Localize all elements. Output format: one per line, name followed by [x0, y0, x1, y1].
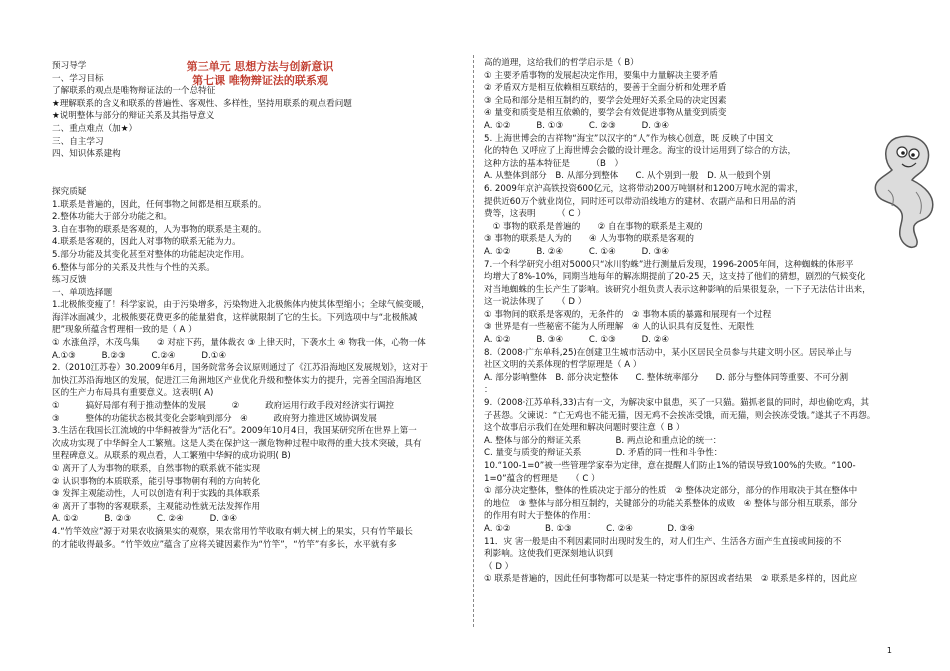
text-line	[52, 173, 462, 186]
text-line: A. 从整体到部分 B. 从部分到整体 C. 从个别到一般 D. 从一般到个别	[484, 171, 771, 182]
text-line: ① 联系是普遍的，因此任何事物都可以是某一特定事件的原因或者结果 ② 联系是多样的，因此应	[484, 574, 858, 585]
page-number: 1	[886, 646, 892, 655]
text-line: 1=0”蕴含的哲理是 （ C ）	[484, 473, 600, 484]
text-line: 的作用有时大于整体的作用：	[484, 511, 596, 522]
text-line: ① 事物的联系是普遍的 ② 自在事物的联系是主观的	[484, 221, 703, 232]
left-column	[52, 60, 462, 551]
text-line: 11．灾 害一般是由不利因素同时出现时发生的，对人们生产、生活各方面产生直接或间接的不	[484, 536, 842, 547]
text-line: 5.部分功能及其变化甚至对整体的功能起决定作用。	[52, 249, 250, 260]
text-line: 3.自在事物的联系是客观的，人为事物的联系是主观的。	[52, 224, 267, 235]
text-line: 10.“100-1=0”被一些管理学家奉为定律，意在提醒人们防止1%的错误导致100%的失败。“100-	[484, 461, 856, 471]
text-line: 这个故事启示我们在处理和解决问题时要注意（ B ）	[484, 423, 685, 434]
text-line: 了解联系的观点是唯物辩证法的一个总特征	[52, 86, 216, 97]
text-line: ③ 全局和部分是相互制约的，要学会处理好关系全局的决定因素	[484, 95, 727, 106]
text-line: 海洋冰面减少，北极熊要花费更多的能量猎食，这样就限制了它的生长。下列选项中与“北极熊减	[52, 312, 418, 323]
text-line: ① 搞好局部有利于推动整体的发展 ② 政府运用行政手段对经济实行调控	[52, 401, 394, 412]
text-line: 4.“竹竿效应”源于对果农收摘果实的观察，果农常用竹竿收取有刺大树上的果实，只有竹竿最长	[52, 526, 413, 537]
text-line: ① 离开了人为事物的联系，自然事物的联系就不能实现	[52, 464, 261, 474]
text-line: 社区文明的关系体现的哲学原理是（ A ）	[484, 360, 642, 371]
text-line: A. ①② B. ①③ C. ②④ D. ③④	[484, 523, 695, 534]
text-line: 提供近60万个就业岗位，同时还可以带动沿线地方的建材、农副产品和日用品的消	[484, 196, 796, 207]
text-line: 6. 2009年京沪高铁投资600亿元，这将带动200万吨钢材和1200万吨水泥的需求，	[484, 183, 804, 194]
text-line: 这种方法的基本特征是 （B ）	[484, 158, 624, 169]
text-line: 子甚怨。父谏说：“亡无鸡也不能无猫，因无鸡不会挨冻受饿，而无猫，则会挨冻受饿。”遂其子不再怨。	[484, 410, 876, 421]
text-line: ③ 事物的联系是人为的 ④ 人为事物的联系是客观的	[484, 234, 694, 245]
text-line: A. 部分影响整体 B. 部分决定整体 C. 整体统率部分 D. 部分与整体同等重要、不可分割	[484, 372, 849, 383]
text-line: 2.整体功能大于部分功能之和。	[52, 212, 172, 223]
text-line: ④ 量变和质变是相互依赖的，要学会有效促进事物从量变到质变	[484, 108, 727, 119]
text-line: A. 整体与部分的辩证关系 B. 两点论和重点论的统一：	[484, 435, 722, 446]
text-line	[52, 161, 462, 174]
text-line: 3.生活在我国长江流域的中华鲟被誉为“活化石”。2009年10月4日，我国某研究所在世界上第一	[52, 426, 417, 437]
text-line: ③ 发挥主观能动性，人可以创造有利于实践的具体联系	[52, 489, 261, 500]
text-line: A. ①② B. ②④ C. ①④ D. ③④	[484, 246, 670, 257]
text-line: 肥”现象所蕴含哲理相一致的是（ A ）	[52, 325, 197, 336]
text-line: ① 水涨鱼浮，木茂鸟集 ② 对症下药，量体裁衣 ③ 上律天时，下袭水土 ④ 物我一体，心物一体	[52, 338, 426, 349]
text-line: ④ 离开了事物的客观联系，主观能动性就无法发挥作用	[52, 501, 261, 512]
text-line: 练习反馈	[52, 275, 87, 286]
unit-title: 第三单元 思想方法与创新意识	[186, 60, 334, 73]
text-line: （ D ）	[484, 561, 514, 572]
haibao-mascot-illustration	[866, 130, 944, 250]
text-line: 一、学习目标	[52, 73, 104, 84]
text-line: ③ 世界是有一些秘密不能为人所理解 ④ 人的认识具有反复性、无限性	[484, 322, 755, 333]
text-line: 均增大了8%-10%，同期当地每年的解冻期提前了20-25 天，这支持了他们的猜想，剧烈的气候变化	[484, 272, 866, 283]
text-line: ：	[484, 385, 493, 396]
text-line: 6.整体与部分的关系及共性与个性的关系。	[52, 262, 215, 273]
text-line: 这一说法体现了 （ D ）	[484, 297, 587, 308]
text-line: 区的生产力布局具有重要意义。这表明( A)	[52, 388, 214, 399]
text-line: 1.北极熊变瘦了！科学家说，由于污染增多，污染物进入北极熊体内使其体型缩小；全球气候变暖，	[52, 300, 430, 311]
text-line: 次成功实现了中华鲟全人工繁殖。这是人类在保护这一濒危物种过程中取得的重大技术突破，具有	[52, 438, 422, 449]
text-line: 2.（2010江苏卷）30.2009年6月，国务院常务会议原则通过了《江苏沿海地区发展规划》，这对于	[52, 363, 429, 374]
text-line: 四、知识体系建构	[52, 149, 121, 160]
text-line: 一、单项选择题	[52, 287, 113, 298]
text-line: 的地位 ③ 整体与部分相互制约，关键部分的功能关系整体的成败 ④ 整体与部分相互联系，部分	[484, 498, 858, 509]
text-line: 5. 上海世博会的吉祥物“海宝”以汉字的“人”作为核心创意，既 反映了中国文	[484, 133, 774, 144]
text-line: A.①③ B.②③ C.②④ D.①④	[52, 350, 227, 361]
text-line: 里程碑意义。从联系的观点看，人工繁殖中华鲟的成功说明( B)	[52, 451, 291, 462]
text-line: ② 矛盾双方是相互依赖相互联结的，要善于全面分析和处理矛盾	[484, 83, 727, 94]
text-line: 对当地蜘蛛的生长产生了影响。该研究小组负责人表示这种影响的后果很复杂，一下子无法估计出来，	[484, 284, 871, 295]
text-line: 三、自主学习	[52, 136, 104, 147]
text-line: 二、重点难点（加★）	[52, 123, 138, 134]
text-line: A. ①② B. ①③ C. ②③ D. ③④	[484, 120, 670, 131]
text-line: ① 部分决定整体，整体的性质决定于部分的性质 ② 整体决定部分，部分的作用取决于其在整体中	[484, 486, 858, 497]
text-line: 利影响。这使我们更深刻地认识到	[484, 549, 613, 560]
text-line: ② 认识事物的本质联系，能引导事物朝有利的方向转化	[52, 476, 261, 487]
text-line: 探究质疑	[52, 186, 87, 197]
text-line: 8.（2008·广东单科,25)在创建卫生城市活动中，某小区居民全员参与共建文明小区。居民举止与	[484, 347, 852, 358]
text-line: 的才能收得最多。“竹竿效应”蕴含了应将关键因素作为“竹竿”，“竹竿”有多长，水平就有多	[52, 539, 397, 550]
text-line: 费等，这表明 （ C ）	[484, 209, 586, 220]
text-line: A. ①② B. ③④ C. ①③ D. ②④	[484, 335, 670, 346]
text-line: 预习导学	[52, 61, 87, 71]
text-line: 9.（2008·江苏单科,33)古有一文，为解决家中鼠患，买了一只猫。猫抓老鼠的同时，却也偷吃鸡，其	[484, 398, 869, 409]
text-line: 加快江苏沿海地区的发展，促进江三角洲地区产业优化升级和整体实力的提升，完善全国沿海地区	[52, 375, 422, 386]
lesson-title: 第七课 唯物辩证法的联系观	[192, 74, 328, 87]
text-line: 7.一个科学研究小组对5000只“冰川豹蛛”进行测量后发现，1996-2005年间，这种蜘蛛的体形平	[484, 259, 854, 270]
text-line: C. 量变与质变的辩证关系 D. 矛盾的同一性和斗争性：	[484, 448, 723, 459]
text-line: ① 事物间的联系是客观的，无条件的 ② 事物本质的暴露和展现有一个过程	[484, 309, 772, 320]
text-line: 1.联系是普遍的，因此，任何事物之间都是相互联系的。	[52, 199, 267, 210]
right-column	[484, 57, 882, 586]
text-line: ① 主要矛盾事物的发展起决定作用，要集中力量解决主要矛盾	[484, 70, 718, 81]
text-line: ★说明整体与部分的辩证关系及其指导意义	[52, 111, 215, 122]
text-line: 4.联系是客观的，因此人对事物的联系无能为力。	[52, 237, 241, 248]
text-line: A. ①② B. ②③ C. ②④ D. ③④	[52, 514, 238, 525]
text-line: ★理解联系的含义和联系的普遍性、客观性、多样性，坚持用联系的观点看问题	[52, 98, 352, 109]
text-line: 高的道理，这给我们的哲学启示是（ B）	[484, 58, 639, 68]
text-line: 化的特色 又呼应了上海世博会会徽的设计理念。海宝的设计运用到了综合的方法，	[484, 146, 797, 157]
text-line: ③ 整体的功能状态极其变化会影响到部分 ④ 政府努力推进区域协调发展	[52, 413, 377, 424]
column-divider	[473, 55, 474, 627]
